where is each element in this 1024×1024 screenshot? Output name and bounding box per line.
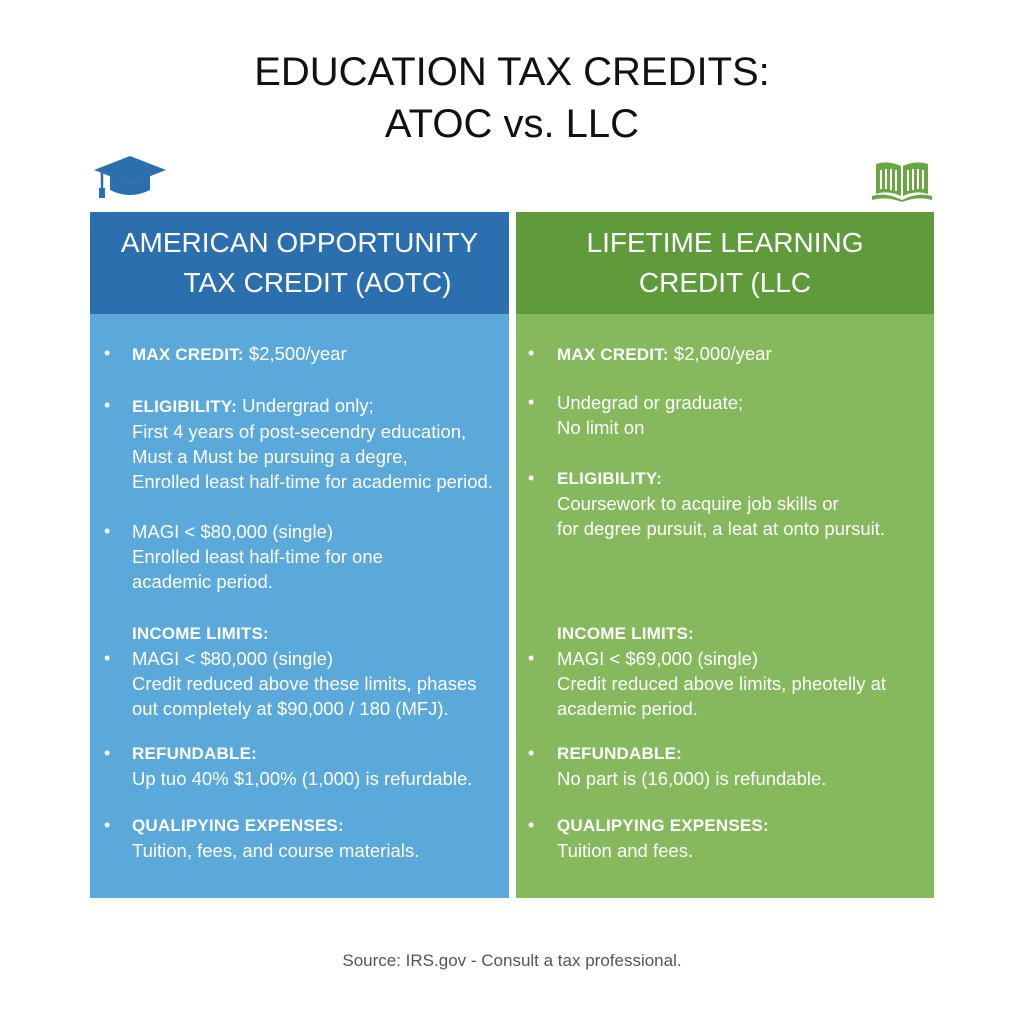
llc-max-credit: • MAX CREDIT: $2,000/year: [528, 343, 772, 364]
source-note: Source: IRS.gov - Consult a tax professional.: [342, 951, 682, 970]
bullet-icon: •: [104, 648, 111, 668]
aotc-header-line-2: TAX CREDIT (AOTC): [183, 267, 452, 298]
bullet-icon: •: [104, 815, 111, 835]
open-book-icon: [872, 158, 932, 202]
bullet-icon: •: [528, 743, 535, 763]
bullet-icon: •: [528, 392, 535, 412]
llc-header: [516, 212, 934, 314]
llc-expenses: • QUALIPYING EXPENSES: Tuition and fees.: [528, 815, 769, 861]
title-line-1: EDUCATION TAX CREDITS:: [254, 50, 770, 94]
bullet-icon: •: [528, 343, 535, 363]
aotc-magi: • MAGI < $80,000 (single) Enrolled least half-time for one academic period.: [104, 521, 383, 592]
aotc-expenses: • QUALIPYING EXPENSES: Tuition, fees, and course materials.: [104, 815, 420, 861]
bullet-icon: •: [528, 815, 535, 835]
bullet-icon: •: [104, 343, 111, 363]
aotc-income-limits: INCOME LIMITS:: [132, 624, 269, 643]
llc-header-line-2: CREDIT (LLC: [638, 267, 812, 298]
llc-header-line-1: LIFETIME LEARNING: [586, 227, 864, 258]
title-line-2: ATOC vs. LLC: [384, 102, 640, 146]
llc-scope: • Undegrad or graduate; No limit on: [528, 392, 744, 438]
graduation-cap-icon: [92, 154, 168, 204]
bullet-icon: •: [104, 521, 111, 541]
aotc-header-line-1: AMERICAN OPPORTUNITY: [120, 227, 479, 258]
bullet-icon: •: [528, 648, 535, 668]
bullet-icon: •: [528, 468, 535, 488]
aotc-panel: [90, 212, 509, 898]
page-title: [0, 46, 1024, 150]
llc-income-limits: INCOME LIMITS:: [557, 624, 694, 643]
bullet-icon: •: [104, 395, 111, 415]
llc-eligibility: • ELIGIBILITY: Coursework to acquire job skills or for degree pursuit, a leat at onto pursuit.: [528, 468, 886, 539]
aotc-refundable: • REFUNDABLE: Up tuo 40% $1,00% (1,000) is refurdable.: [104, 743, 473, 789]
llc-panel: [516, 212, 934, 898]
aotc-income-detail: • MAGI < $80,000 (single) Credit reduced above these limits, phases out completely at $90,000 / 180 (MFJ).: [104, 648, 477, 719]
aotc-eligibility: • ELIGIBILITY: Undergrad only; First 4 years of post-secendry education, Must a Must be pursuing a degre, Enrolled least half-time for academic period.: [104, 395, 493, 492]
aotc-max-credit: • MAX CREDIT: $2,500/year: [104, 343, 347, 364]
llc-income-detail: • MAGI < $69,000 (single) Credit reduced above limits, pheotelly at academic period.: [528, 648, 887, 719]
bullet-icon: •: [104, 743, 111, 763]
llc-refundable: • REFUNDABLE: No part is (16,000) is refundable.: [528, 743, 827, 789]
aotc-header: [90, 212, 509, 314]
